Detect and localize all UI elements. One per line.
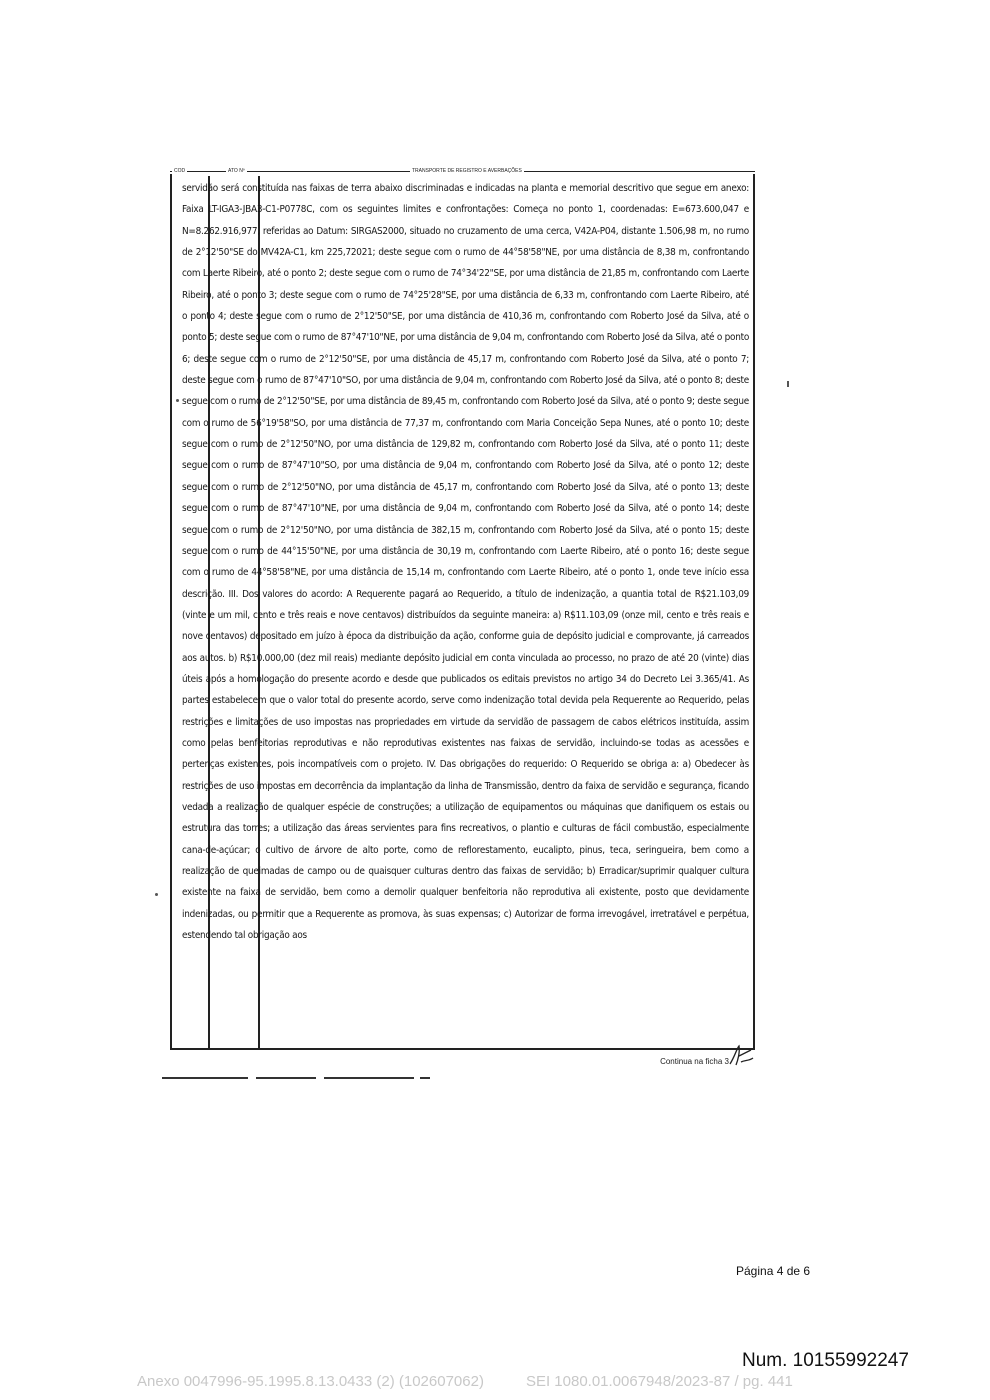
document-number: Num. 10155992247 (742, 1350, 909, 1371)
document-body-text: servidão será constituída nas faixas de terra abaixo discriminadas e indicadas na planta e memorial descritivo que segue em anexo: Faixa LT-IGA3-JBA3-C1-P0778C, com os seguintes limites e confrontações: Começa no ponto 1, coordenadas: E=673.600,047 e N=8.262.916,977, referidas ao Datum: SIRGAS2000, situado no cruzamento de uma cerca, V42A-P04, distante 1.506,98 m, no rumo de 2°12'50"SE do MV42A-C1, km 225,72021; deste segue com o rumo de 44°58'58"NE, por uma distância de 8,38 m, confrontando com Laerte Ribeiro, até o ponto 2; deste segue com o rumo de 74°34'22"SE, por uma distância de 21,85 m, confrontando com Laerte Ribeiro, até o ponto 3; deste segue com o rumo de 74°25'28"SE, por uma distância de 6,33 m, confrontando com Laerte Ribeiro, até o ponto 4; deste segue com o rumo de 2°12'50"SE, por uma distância de 410,36 m, confrontando com Roberto José da Silva, até o ponto 5; deste segue com o rumo de 87°47'10"NE, por uma distância de 9,04 m, confrontando com Roberto José da Silva, até o ponto 6; deste segue com o rumo de 2°12'50"SE, por uma distância de 45,17 m, confrontando com Roberto José da Silva, até o ponto 7; deste segue com o rumo de 87°47'10"SO, por uma distância de 9,04 m, confrontando com Roberto José da Silva, até o ponto 8; deste segue com o rumo de 2°12'50"SE, por uma distância de 89,45 m, confrontando com Roberto José da Silva, até o ponto 9; deste segue com o rumo de 56°19'58"SO, por uma distância de 77,37 m, confrontando com Maria Conceição Sepa Nunes, até o ponto 10; deste segue com o rumo de 2°12'50"NO, por uma distância de 129,82 m, confrontando com Roberto José da Silva, até o ponto 11; deste segue com o rumo de 87°47'10"SO, por uma distância de 9,04 m, confrontando com Roberto José da Silva, até o ponto 12; deste segue com o rumo de 2°12'50"NO, por uma distância de 45,17 m, confrontando com Roberto José da Silva, até o ponto 13; deste segue com o rumo de 87°47'10"NE, por uma distância de 9,04 m, confrontando com Roberto José da Silva, até o ponto 14; deste segue com o rumo de 2°12'50"NO, por uma distância de 382,15 m, confrontando com Roberto José da Silva, até o ponto 15; deste segue com o rumo de 44°15'50"NE, por uma distância de 30,19 m, confrontando com Laerte Ribeiro, até o ponto 16; deste segue com o rumo de 44°58'58"NE, por uma distância de 15,14 m, confrontando com Laerte Ribeiro, até o ponto 1, onde teve início essa descrição. III. Dos valores do acordo: A Requerente pagará ao Requerido, a título de indenização, a quantia total de R$21.103,09 (vinte e um mil, cento e três reais e nove centavos) distribuídos da seguinte maneira: a) R$11.103,09 (onze mil, cento e três reais e nove centavos) depositado em juízo à época da distribuição da ação, conforme guia de depósito judicial e comprovante, já carreados aos autos. b) R$10.000,00 (dez mil reais) mediante depósito judicial em conta vinculada ao processo, no prazo de até 20 (vinte) dias úteis após a homologação do presente acordo e desde que publicados os editais previstos no artigo 34 do Decreto Lei 3.365/41. As partes estabelecem que o valor total do presente acordo, serve como indenização total devida pela Requerente ao Requerido, pelas restrições e limitações de uso impostas nas propriedades em virtude da servidão de passagem de cabos elétricos instituída, assim como pelas benfeitorias reprodutivas e não reprodutivas existentes nas faixas de servidão, incluindo-se todas as acessões e pertenças existentes, pois incompatíveis com o projeto. IV. Das obrigações do requerido: O Requerido se obriga a: a) Obedecer às restrições de uso impostas em decorrência da implantação da linha de Transmissão, dentro da faixa de servidão e segurança, ficando vedada a realização de qualquer espécie de construções; a utilização de equipamentos ou máquinas que danifiquem os estais ou estrutura das torres; a utilização das áreas servientes para fins recreativos, o plantio e culturas de fácil combustão, especialmente cana-de-açúcar; o cultivo de árvore de alto porte, como de reflorestamento, eucalipto, pinus, teca, seringueira, bem como a realização de queimadas de campo ou de quaisquer culturas dentro das faixas de servidão; b) Erradicar/suprimir qualquer cultura existente na faixa de servidão, bem como a demolir qualquer benfeitoria não reprodutiva ali existente, posto que devidamente indenizadas, ou permitir que a Requerente as promova, às suas expensas; c) Autorizar de forma irrevogável, irretratável e perpétua, estendendo tal obrigação aos (182, 183, 749, 942)
header-ato: ATO Nº (228, 168, 245, 174)
footer-right: SEI 1080.01.0067948/2023-87 / pg. 441 (525, 1373, 793, 1390)
scan-speck (176, 399, 179, 402)
page-number: Página 4 de 6 (736, 1264, 811, 1278)
continua-note: Continua na ficha 3 (660, 1057, 729, 1066)
scan-speck (787, 381, 789, 387)
scanned-document (170, 166, 755, 1066)
header-transporte: TRANSPORTE DE REGISTRO E AVERBAÇÕES (412, 168, 522, 174)
scan-bottom-rule (162, 1077, 432, 1079)
header-cod: COD (174, 168, 186, 174)
footer-left: Anexo 0047996-95.1995.8.13.0433 (2) (102607062) (137, 1373, 484, 1390)
signature-mark (727, 1044, 755, 1068)
footer-stamp (137, 1373, 793, 1390)
scan-speck (155, 893, 158, 896)
